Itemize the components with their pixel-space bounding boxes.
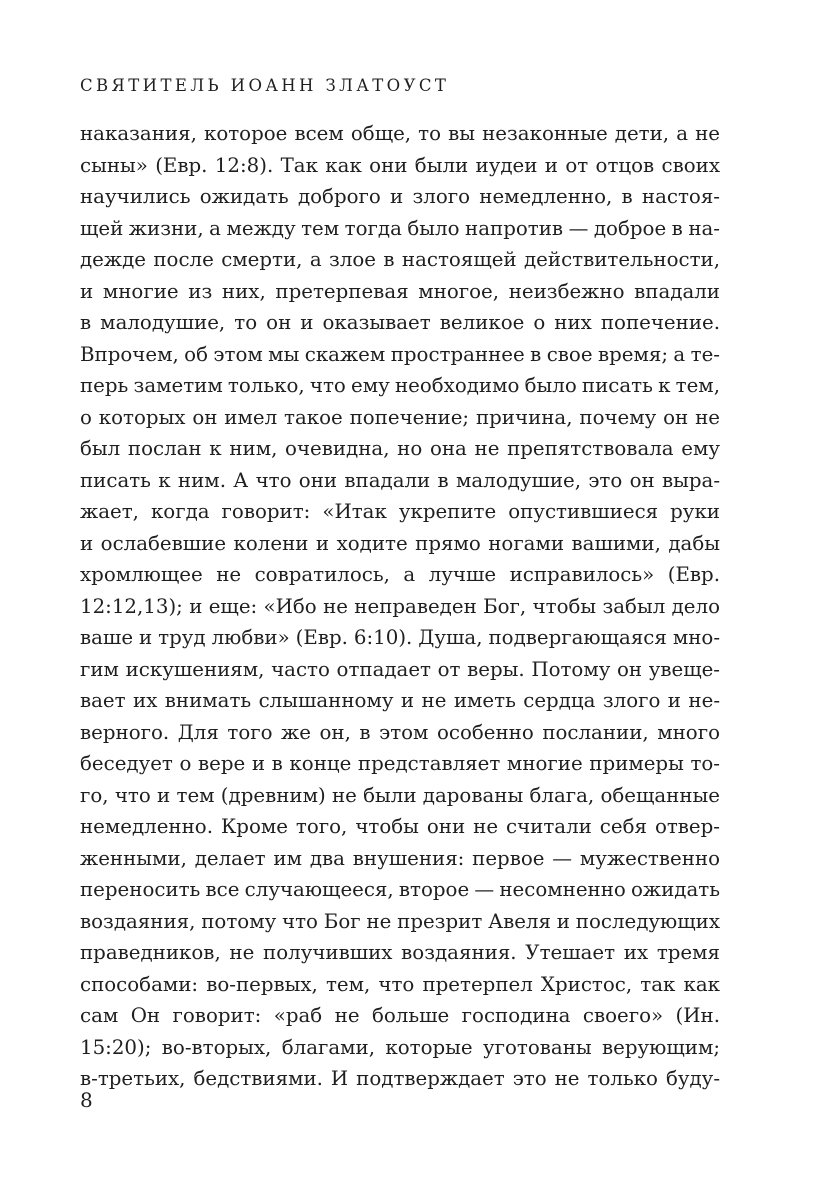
text-line: перь заметим только, что ему необходимо было писать к тем, — [80, 374, 720, 397]
text-line: переносить все случающееся, второе — несомненно ожидать — [80, 878, 720, 901]
text-line: хромлющее не совратилось, а лучше исправилось» (Евр. — [80, 563, 720, 586]
page-number: 8 — [80, 1088, 93, 1112]
text-line: наказания, которое всем обще, то вы незаконные дети, а не — [80, 122, 720, 145]
text-line: способами: во-первых, тем, что претерпел Христос, так как — [80, 972, 720, 996]
text-line: немедленно. Кроме того, чтобы они не считали себя отвер- — [80, 815, 720, 838]
text-line: женными, делает им два внушения: первое — мужественно — [80, 846, 720, 870]
text-line: и многие из них, претерпевая многое, неизбежно впадали — [80, 279, 720, 303]
text-line: в-третьих, бедствиями. И подтверждает это не только буду- — [80, 1067, 720, 1090]
text-line: писать к ним. А что они впадали в малодушие, это он выра- — [80, 468, 720, 492]
text-line: верного. Для того же он, в этом особенно послании, много — [80, 720, 720, 744]
text-line: го, что и тем (древним) не были дарованы блага, обещанные — [80, 783, 720, 807]
text-line: дежде после смерти, а злое в настоящей действительности, — [80, 248, 720, 271]
text-line: о которых он имел такое попечение; причина, почему он не — [80, 405, 720, 429]
text-line: ваше и труд любви» (Евр. 6:10). Душа, подвергающаяся мно- — [80, 626, 720, 649]
text-line: сам Он говорит: «раб не больше господина своего» (Ин. — [80, 1004, 720, 1027]
text-line: гим искушениям, часто отпадает от веры. Потому он увеще- — [80, 657, 720, 681]
text-line: праведников, не получивших воздаяния. Утешает их тремя — [80, 941, 720, 964]
text-line: 12:12,13); и еще: «Ибо не неправеден Бог, чтобы забыл дело — [80, 594, 720, 618]
text-line: беседует о вере и в конце представляет многие примеры то- — [80, 752, 720, 775]
body-text — [80, 118, 720, 1095]
text-line: щей жизни, а между тем тогда было напротив — доброе в на- — [80, 216, 720, 240]
running-header: СВЯТИТЕЛЬ ИОАНН ЗЛАТОУСТ — [80, 76, 450, 95]
text-line: сыны» (Евр. 12:8). Так как они были иудеи и от отцов своих — [80, 153, 720, 177]
text-line: научились ожидать доброго и злого немедленно, в настоя- — [80, 185, 720, 208]
text-line: воздаяния, потому что Бог не презрит Авеля и последующих — [80, 909, 720, 933]
text-line: был послан к ним, очевидна, но она не препятствовала ему — [80, 437, 720, 460]
text-line: Впрочем, об этом мы скажем пространнее в свое время; а те- — [80, 342, 720, 366]
text-line: и ослабевшие колени и ходите прямо ногами вашими, дабы — [80, 531, 720, 555]
text-line: вает их внимать слышанному и не иметь сердца злого и не- — [80, 689, 720, 712]
text-line: в малодушие, то он и оказывает великое о них попечение. — [80, 311, 720, 334]
text-line: 15:20); во-вторых, благами, которые уготованы верующим; — [80, 1035, 720, 1059]
text-line: жает, когда говорит: «Итак укрепите опустившиеся руки — [80, 500, 720, 523]
